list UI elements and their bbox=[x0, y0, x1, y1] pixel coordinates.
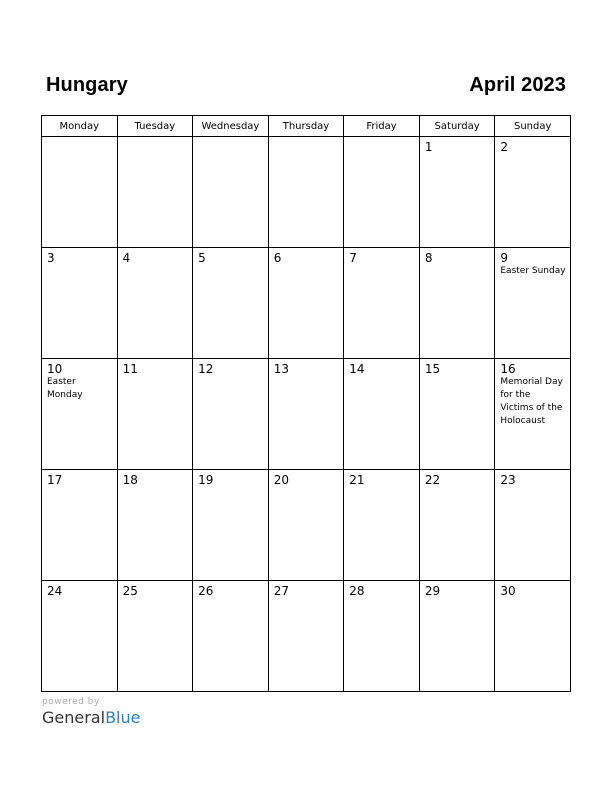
powered-by-text: powered by bbox=[42, 697, 100, 707]
day-number: 22 bbox=[424, 473, 441, 487]
day-number: 18 bbox=[122, 473, 138, 487]
weekday-saturday: Saturday bbox=[419, 116, 495, 137]
day-cell bbox=[268, 248, 344, 359]
day-number: 16 bbox=[500, 362, 516, 376]
day-cell bbox=[344, 359, 420, 470]
day-number: 4 bbox=[122, 251, 131, 265]
holiday-label: Easter Monday bbox=[47, 377, 83, 400]
day-cell bbox=[268, 581, 344, 692]
day-cell bbox=[268, 470, 344, 581]
calendar-header bbox=[46, 70, 566, 100]
empty-day-cell bbox=[42, 137, 118, 248]
day-number: 20 bbox=[273, 473, 289, 487]
weekday-sunday: Sunday bbox=[495, 116, 571, 137]
day-cell bbox=[193, 248, 269, 359]
day-number: 1 bbox=[424, 140, 433, 154]
day-cell bbox=[419, 581, 495, 692]
day-cell bbox=[193, 359, 269, 470]
holiday-label: Easter Sunday bbox=[500, 266, 566, 276]
day-cell bbox=[495, 359, 571, 470]
day-number: 15 bbox=[424, 362, 441, 376]
weekday-monday: Monday bbox=[42, 116, 118, 137]
logo-blue-text: Blue bbox=[105, 708, 141, 727]
day-cell bbox=[419, 359, 495, 470]
weekday-header-row bbox=[42, 116, 571, 137]
day-number: 7 bbox=[349, 251, 357, 265]
day-number: 5 bbox=[198, 251, 206, 265]
day-cell bbox=[117, 470, 193, 581]
day-number: 2 bbox=[500, 140, 509, 154]
empty-day-cell bbox=[193, 137, 269, 248]
day-cell bbox=[42, 359, 118, 470]
weekday-tuesday: Tuesday bbox=[117, 116, 193, 137]
logo-general-text: General bbox=[42, 708, 106, 727]
day-cell bbox=[495, 581, 571, 692]
day-number: 8 bbox=[424, 251, 433, 265]
day-cell bbox=[344, 470, 420, 581]
day-number: 19 bbox=[198, 473, 214, 487]
generalblue-logo bbox=[42, 708, 140, 728]
day-number: 14 bbox=[349, 362, 365, 376]
day-cell bbox=[193, 581, 269, 692]
day-cell bbox=[268, 359, 344, 470]
day-number: 26 bbox=[198, 584, 214, 598]
empty-day-cell bbox=[344, 137, 420, 248]
day-cell bbox=[117, 248, 193, 359]
week-row bbox=[42, 248, 571, 359]
day-cell bbox=[495, 470, 571, 581]
day-cell bbox=[344, 581, 420, 692]
week-row bbox=[42, 137, 571, 248]
weekday-wednesday: Wednesday bbox=[193, 116, 269, 137]
day-cell bbox=[495, 137, 571, 248]
day-cell bbox=[495, 248, 571, 359]
empty-day-cell bbox=[268, 137, 344, 248]
day-cell bbox=[117, 581, 193, 692]
calendar-grid bbox=[41, 115, 571, 692]
day-cell bbox=[42, 248, 118, 359]
week-row bbox=[42, 581, 571, 692]
day-number: 25 bbox=[122, 584, 138, 598]
day-number: 11 bbox=[122, 362, 138, 376]
country-title: Hungary bbox=[46, 73, 128, 96]
day-number: 17 bbox=[47, 473, 63, 487]
day-cell bbox=[42, 581, 118, 692]
day-number: 12 bbox=[198, 362, 214, 376]
day-number: 29 bbox=[424, 584, 441, 598]
day-cell bbox=[419, 137, 495, 248]
week-row bbox=[42, 359, 571, 470]
week-row bbox=[42, 470, 571, 581]
month-title: April 2023 bbox=[469, 73, 566, 96]
day-cell bbox=[344, 248, 420, 359]
holiday-label: Memorial Day for the Victims of the Holocaust bbox=[500, 377, 563, 426]
weekday-friday: Friday bbox=[344, 116, 420, 137]
day-number: 27 bbox=[273, 584, 289, 598]
day-number: 28 bbox=[349, 584, 365, 598]
day-number: 9 bbox=[500, 251, 509, 265]
day-number: 21 bbox=[349, 473, 365, 487]
day-number: 3 bbox=[47, 251, 55, 265]
day-number: 30 bbox=[500, 584, 516, 598]
day-cell bbox=[419, 470, 495, 581]
day-number: 23 bbox=[500, 473, 516, 487]
day-number: 10 bbox=[47, 362, 63, 376]
empty-day-cell bbox=[117, 137, 193, 248]
day-cell bbox=[193, 470, 269, 581]
footer bbox=[42, 697, 140, 728]
day-number: 6 bbox=[273, 251, 282, 265]
day-cell bbox=[117, 359, 193, 470]
day-cell bbox=[42, 470, 118, 581]
day-number: 24 bbox=[47, 584, 63, 598]
day-cell bbox=[419, 248, 495, 359]
day-number: 13 bbox=[273, 362, 289, 376]
weekday-thursday: Thursday bbox=[268, 116, 344, 137]
